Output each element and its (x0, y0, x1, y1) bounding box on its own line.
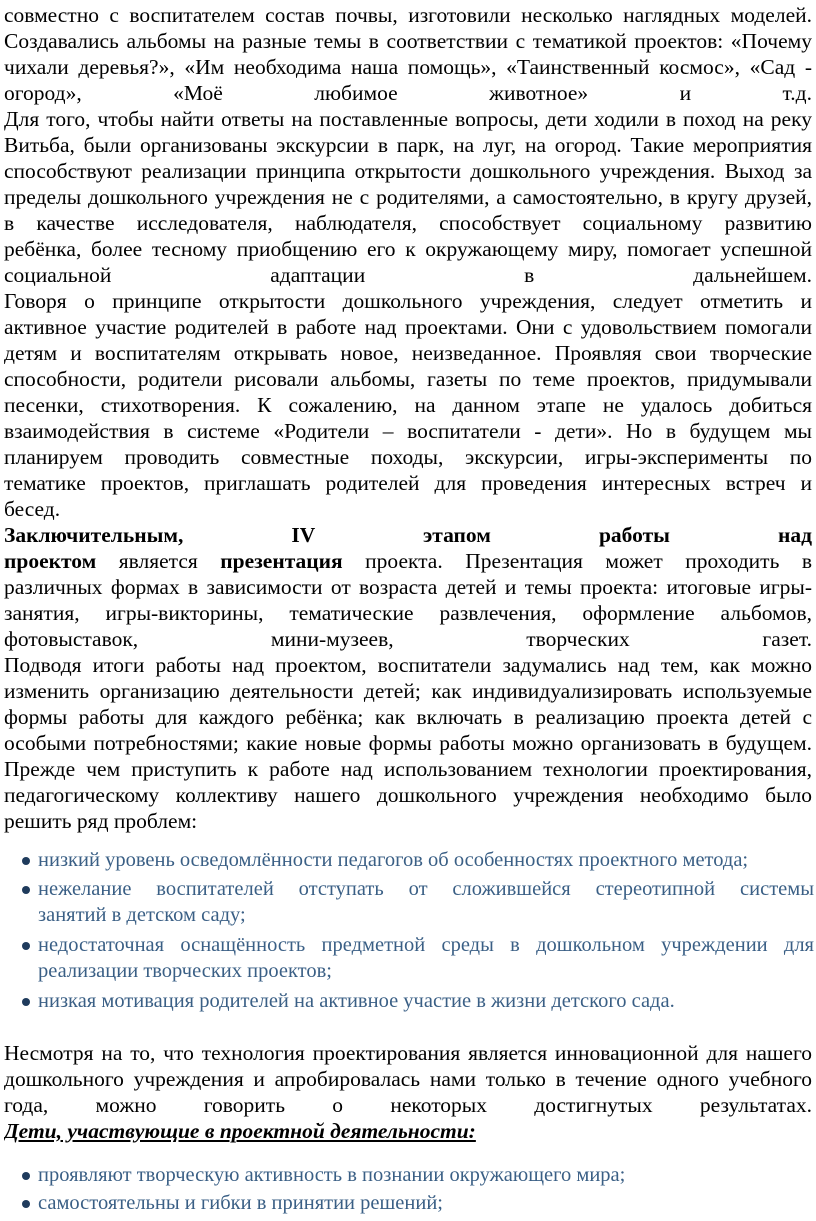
bullet-icon (22, 998, 30, 1006)
text-line: пределы дошкольного учреждения не с родителями, а самостоятельно, в кругу друзей, (4, 185, 812, 209)
text-line: взаимодействия в системе «Родители – воспитатели - дети». Но в будущем мы (4, 419, 812, 443)
list-item-text: нежелание воспитателей отступать от сложившейся стереотипной системы (38, 878, 814, 900)
bullet-icon (22, 1200, 30, 1208)
list-item-text: низкий уровень осведомлённости педагогов об особенностях проектного метода; (38, 849, 749, 871)
stage-bold: Заключительным, IV этапом работы над (4, 523, 812, 547)
text-line: Создавались альбомы на разные темы в соответствии с тематикой проектов: «Почему (4, 29, 812, 53)
text-line: бесед. (4, 497, 61, 521)
text-line: занятия, игры-викторины, тематические развлечения, оформление альбомов, (4, 601, 812, 625)
text-line: Говоря о принципе открытости дошкольного учреждения, следует отметить и (4, 289, 812, 313)
text-line: способности, родители рисовали альбомы, газеты по теме проектов, придумывали (4, 367, 812, 391)
text-line: Витьба, были организованы экскурсии в парк, на луг, на огород. Такие мероприятия (4, 133, 812, 157)
text-line: в качестве исследователя, наблюдателя, способствует социальному развитию (4, 211, 812, 235)
bullet-icon (22, 857, 30, 865)
text-line: формы работы для каждого ребёнка; как включать в реализацию проекта детей с (4, 705, 812, 729)
text-line: года, можно говорить о некоторых достигнутых результатах. (4, 1093, 812, 1117)
list-item-text: самостоятельны и гибки в принятии решений; (38, 1192, 443, 1214)
text-line: огород», «Моё любимое животное» и т.д. (4, 81, 812, 105)
list-item-text: низкая мотивация родителей на активное участие в жизни детского сада. (38, 990, 675, 1012)
bullet-icon (22, 886, 30, 894)
text-line: ребёнка, более тесному приобщению его к окружающему миру, помогает успешной (4, 237, 812, 261)
text-line: Прежде чем приступить к работе над использованием технологии проектирования, (4, 757, 812, 781)
stage-text: проекта. Презентация может проходить в (342, 549, 812, 573)
stage-bold: проектом (4, 549, 97, 573)
stage-heading-line (4, 522, 812, 548)
stage-bold: презентация (220, 549, 343, 573)
text-line: изменить организацию деятельности детей; как индивидуализировать используемые (4, 679, 812, 703)
text-line: детям и воспитателям открывать новое, неизведанное. Проявляя свои творческие (4, 341, 812, 365)
text-line: особыми потребностями; какие новые формы работы можно организовать в будущем. (4, 731, 812, 755)
text-line: Подводя итоги работы над проектом, воспитатели задумались над тем, как можно (4, 653, 812, 677)
stage-text: является (96, 549, 221, 573)
text-line: фотовыставок, мини-музеев, творческих газет. (4, 627, 812, 651)
text-line: песенки, стихотворения. К сожалению, на данном этапе не удалось добиться (4, 393, 812, 417)
text-line: дошкольного учреждения и апробировалась нами только в течение одного учебного (4, 1067, 812, 1091)
text-line: социальной адаптации в дальнейшем. (4, 263, 812, 287)
list-item-text: занятий в детском саду; (38, 904, 246, 926)
list-item-text: проявляют творческую активность в познании окружающего мира; (38, 1164, 626, 1186)
text-line: чихали деревья?», «Им необходима наша помощь», «Таинственный космос», «Сад - (4, 55, 812, 79)
text-line: различных формах в зависимости от возраста детей и темы проекта: итоговые игры- (4, 575, 812, 599)
text-line: Для того, чтобы найти ответы на поставленные вопросы, дети ходили в поход на реку (4, 107, 812, 131)
text-line: планируем проводить совместные походы, экскурсии, игры-эксперименты по (4, 445, 812, 469)
text-line: решить ряд проблем: (4, 809, 198, 833)
bullet-icon (22, 1172, 30, 1180)
list-item-text: реализации творческих проектов; (38, 960, 332, 982)
results-heading: Дети, участвующие в проектной деятельности: (4, 1119, 476, 1143)
list-item-text: недостаточная оснащённость предметной среды в дошкольном учреждении для (38, 934, 814, 956)
text-line: педагогическому коллективу нашего дошкольного учреждения необходимо было (4, 783, 812, 807)
results-heading-line (4, 1118, 812, 1144)
text-line: способствуют реализации принципа открытости дошкольного учреждения. Выход за (4, 159, 812, 183)
stage-line-2 (4, 548, 812, 574)
text-line: Несмотря на то, что технология проектирования является инновационной для нашего (4, 1041, 812, 1065)
bullet-icon (22, 942, 30, 950)
text-line: тематике проектов, приглашать родителей для проведения интересных встреч и (4, 471, 812, 495)
text-line: активное участие родителей в работе над проектами. Они с удовольствием помогали (4, 315, 812, 339)
text-line: совместно с воспитателем состав почвы, изготовили несколько наглядных моделей. (4, 3, 812, 27)
